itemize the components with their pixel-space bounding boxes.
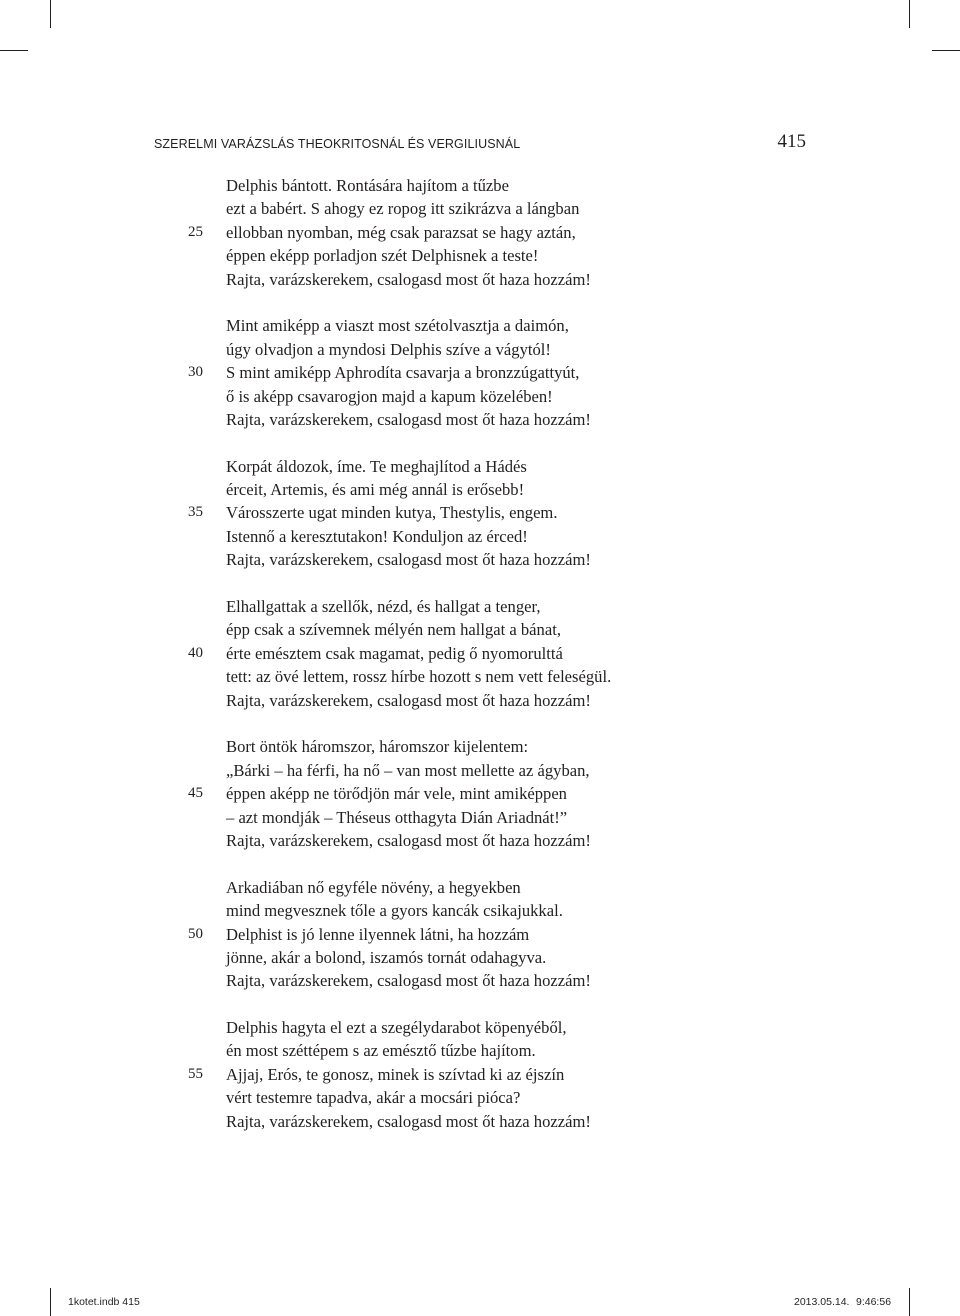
slug-time: 9:46:56 — [856, 1296, 892, 1308]
line-number: 50 — [188, 925, 203, 942]
poem-line — [0, 314, 960, 337]
line-text: Mint amiképp a viaszt most szétolvasztja a daimón, — [226, 316, 569, 336]
line-text: én most széttépem s az emésztő tűzbe hajítom. — [226, 1041, 536, 1061]
line-text: Arkadiában nő egyféle növény, a hegyekben — [226, 877, 521, 897]
poem-line — [0, 969, 960, 992]
poem-line — [0, 1016, 960, 1039]
line-text: tett: az övé lettem, rossz hírbe hozott s nem vett feleségül. — [226, 667, 612, 687]
line-text: Delphist is jó lenne ilyennek látni, ha hozzám — [226, 924, 530, 944]
page-number: 415 — [777, 131, 806, 152]
line-text: „Bárki – ha férfi, ha nő – van most mellette az ágyban, — [226, 760, 590, 780]
poem-line — [0, 548, 960, 571]
poem-line — [0, 923, 960, 946]
poem-line — [0, 735, 960, 758]
line-text: Istennő a keresztutakon! Konduljon az érced! — [226, 526, 528, 546]
line-text: Rajta, varázskerekem, csalogasd most őt haza hozzám! — [226, 409, 591, 429]
poem-line — [0, 525, 960, 548]
line-text: S mint amiképp Aphrodíta csavarja a bronzzúgattyút, — [226, 363, 580, 383]
line-text: Ajjaj, Erós, te gonosz, minek is szívtad ki az éjszín — [226, 1064, 565, 1084]
poem-line — [0, 244, 960, 267]
crop-mark-left-top — [0, 50, 28, 51]
line-text: ezt a babért. S ahogy ez ropog itt szikrázva a lángban — [226, 199, 580, 219]
poem-line — [0, 829, 960, 852]
poem-line — [0, 665, 960, 688]
crop-mark-top-left — [50, 0, 51, 28]
line-number: 40 — [188, 644, 203, 661]
line-text: Korpát áldozok, íme. Te meghajlítod a Hádés — [226, 456, 527, 476]
line-text: Rajta, varázskerekem, csalogasd most őt haza hozzám! — [226, 971, 591, 991]
poem-line — [0, 478, 960, 501]
line-number: 45 — [188, 785, 203, 802]
poem-line — [0, 759, 960, 782]
line-text: mind megvesznek tőle a gyors kancák csikajukkal. — [226, 901, 563, 921]
line-text: éppen aképp ne törődjön már vele, mint amiképpen — [226, 784, 567, 804]
poem-line — [0, 385, 960, 408]
line-text: – azt mondják – Théseus otthagyta Dián Ariadnát!” — [226, 807, 568, 827]
poem-line — [0, 455, 960, 478]
poem-line — [0, 595, 960, 618]
poem-line — [0, 1110, 960, 1133]
line-text: jönne, akár a bolond, iszamós tornát odahagyva. — [226, 947, 547, 967]
line-text: Bort öntök háromszor, háromszor kijelentem: — [226, 737, 529, 757]
line-text: ellobban nyomban, még csak parazsat se hagy aztán, — [226, 222, 576, 242]
line-text: Rajta, varázskerekem, csalogasd most őt haza hozzám! — [226, 1111, 591, 1131]
page-header — [154, 131, 806, 157]
line-text: ő is aképp csavarogjon majd a kapum közelében! — [226, 386, 553, 406]
line-number: 35 — [188, 504, 203, 521]
poem-line — [0, 197, 960, 220]
line-text: érceit, Artemis, és ami még annál is erősebb! — [226, 480, 525, 500]
line-text: úgy olvadjon a myndosi Delphis szíve a vágytól! — [226, 339, 551, 359]
poem-line — [0, 689, 960, 712]
stanza — [0, 876, 960, 993]
line-number: 55 — [188, 1065, 203, 1082]
line-text: Elhallgattak a szellők, nézd, és hallgat a tenger, — [226, 597, 541, 617]
poem-line — [0, 806, 960, 829]
line-text: Rajta, varázskerekem, csalogasd most őt haza hozzám! — [226, 550, 591, 570]
crop-mark-right-top — [932, 50, 960, 51]
poem-line — [0, 899, 960, 922]
poem-line — [0, 338, 960, 361]
crop-mark-bottom-right — [909, 1288, 910, 1316]
poem-line — [0, 501, 960, 524]
line-text: Rajta, varázskerekem, csalogasd most őt haza hozzám! — [226, 830, 591, 850]
poem-line — [0, 268, 960, 291]
crop-mark-bottom-left — [50, 1288, 51, 1316]
poem-line — [0, 221, 960, 244]
stanza — [0, 174, 960, 291]
line-text: Delphis bántott. Rontására hajítom a tűzbe — [226, 176, 509, 195]
poem-body — [0, 174, 960, 1156]
poem-line — [0, 1039, 960, 1062]
poem-line — [0, 408, 960, 431]
poem-line — [0, 174, 960, 197]
slug-file-name: 1kotet.indb 415 — [68, 1296, 140, 1308]
line-text: éppen eképp porladjon szét Delphisnek a teste! — [226, 246, 539, 266]
poem-line — [0, 782, 960, 805]
stanza — [0, 1016, 960, 1133]
line-text: Rajta, varázskerekem, csalogasd most őt haza hozzám! — [226, 690, 591, 710]
stanza — [0, 595, 960, 712]
poem-line — [0, 1086, 960, 1109]
line-number: 25 — [188, 223, 203, 240]
line-text: épp csak a szívemnek mélyén nem hallgat a bánat, — [226, 620, 561, 640]
poem-line — [0, 1063, 960, 1086]
stanza — [0, 455, 960, 572]
line-text: Rajta, varázskerekem, csalogasd most őt haza hozzám! — [226, 269, 591, 289]
poem-line — [0, 876, 960, 899]
poem-line — [0, 946, 960, 969]
poem-line — [0, 642, 960, 665]
line-text: Delphis hagyta el ezt a szegélydarabot köpenyéből, — [226, 1018, 567, 1038]
line-text: vért testemre tapadva, akár a mocsári pióca? — [226, 1088, 521, 1108]
stanza — [0, 735, 960, 852]
line-text: Városszerte ugat minden kutya, Thestylis, engem. — [226, 503, 558, 523]
line-number: 30 — [188, 364, 203, 381]
running-head: SZERELMI VARÁZSLÁS THEOKRITOSNÁL ÉS VERGILIUSNÁL — [154, 137, 521, 151]
line-text: érte emésztem csak magamat, pedig ő nyomorulttá — [226, 643, 563, 663]
poem-line — [0, 618, 960, 641]
crop-mark-top-right — [909, 0, 910, 28]
poem-line — [0, 361, 960, 384]
slug-date: 2013.05.14. — [794, 1296, 850, 1308]
stanza — [0, 314, 960, 431]
